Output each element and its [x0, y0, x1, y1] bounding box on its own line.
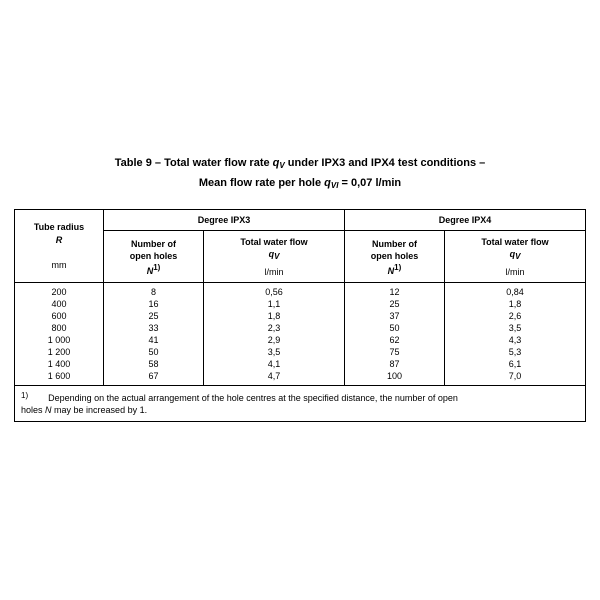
cell-ipx3-holes: 16: [104, 298, 204, 310]
table-footnote: [15, 386, 586, 422]
header-ipx3-holes-symbol-n: N: [146, 265, 154, 276]
table-footnote-row: [15, 386, 586, 422]
cell-radius: 1 200: [15, 346, 104, 358]
cell-ipx4-holes: 87: [344, 358, 444, 370]
caption2-symbol-qvi-subscript: VI: [330, 181, 339, 190]
cell-radius: 200: [15, 283, 104, 299]
table-row: [15, 310, 586, 322]
table-row: [15, 334, 586, 346]
header-ipx4-flow-symbol-q: q: [509, 249, 516, 259]
cell-radius: 1 600: [15, 370, 104, 386]
header-tube-radius-label: Tube radius: [33, 221, 85, 232]
header-ipx3-holes-footnote-ref: 1): [153, 262, 161, 272]
header-group-ipx3: Degree IPX3: [104, 210, 345, 231]
table-row: [15, 322, 586, 334]
header-ipx4-flow-symbol-sub: V: [515, 252, 521, 261]
header-ipx4-holes-symbol-n: N: [387, 265, 395, 276]
caption2-symbol-qvi: q: [324, 177, 331, 189]
cell-ipx3-holes: 67: [104, 370, 204, 386]
water-flow-rate-table: [14, 209, 586, 422]
cell-ipx4-holes: 62: [344, 334, 444, 346]
table-row: [15, 358, 586, 370]
footnote-text-pre: Depending on the actual arrangement of the hole centres at the specified distance, the number of open: [48, 393, 458, 403]
footnote-text-mid2: may be increased by 1.: [51, 405, 148, 415]
cell-ipx4-holes: 50: [344, 322, 444, 334]
header-ipx3-flow-symbol-sub: V: [274, 252, 280, 261]
cell-radius: 1 400: [15, 358, 104, 370]
table-caption-line-1: [0, 155, 600, 174]
cell-ipx4-flow: 7,0: [445, 370, 586, 386]
cell-ipx3-holes: 25: [104, 310, 204, 322]
table-caption-line-2: [0, 175, 600, 194]
header-ipx4-holes-symbol: [345, 262, 444, 277]
header-ipx3-flow-line1: Total water flow: [240, 237, 308, 247]
cell-ipx3-flow: 4,7: [204, 370, 345, 386]
cell-ipx3-flow: 1,8: [204, 310, 345, 322]
cell-radius: 400: [15, 298, 104, 310]
header-ipx3-open-holes: [104, 231, 204, 283]
header-ipx3-flow-unit: l/min: [264, 267, 284, 277]
table-header-row-groups: [15, 210, 586, 231]
header-ipx3-holes-line2: open holes: [129, 250, 178, 261]
cell-ipx3-holes: 33: [104, 322, 204, 334]
cell-ipx3-flow: 2,9: [204, 334, 345, 346]
cell-radius: 600: [15, 310, 104, 322]
cell-ipx3-flow: 0,56: [204, 283, 345, 299]
header-ipx4-flow-unit: l/min: [505, 267, 525, 277]
cell-ipx3-holes: 41: [104, 334, 204, 346]
header-ipx3-flow-symbol: [204, 248, 344, 263]
header-ipx3-holes-line1: Number of: [131, 238, 177, 249]
caption2-text-post: = 0,07 l/min: [338, 177, 402, 189]
header-ipx4-holes-line1: Number of: [371, 238, 417, 249]
header-ipx4-holes-footnote-ref: 1): [394, 262, 402, 272]
cell-radius: 1 000: [15, 334, 104, 346]
cell-ipx4-flow: 6,1: [445, 358, 586, 370]
header-ipx4-flow-line1: Total water flow: [481, 237, 549, 247]
table-row: [15, 283, 586, 299]
cell-ipx3-flow: 2,3: [204, 322, 345, 334]
caption-text-post: under IPX3 and IPX4 test conditions –: [284, 157, 486, 169]
cell-ipx3-flow: 4,1: [204, 358, 345, 370]
cell-ipx4-holes: 75: [344, 346, 444, 358]
footnote-text-mid1: holes: [21, 405, 46, 415]
footnote-marker: 1): [21, 391, 29, 400]
table-row: [15, 298, 586, 310]
cell-ipx3-holes: 58: [104, 358, 204, 370]
header-group-ipx4: Degree IPX4: [344, 210, 585, 231]
cell-ipx4-flow: 0,84: [445, 283, 586, 299]
cell-ipx4-flow: 3,5: [445, 322, 586, 334]
cell-ipx4-flow: 2,6: [445, 310, 586, 322]
cell-ipx4-holes: 37: [344, 310, 444, 322]
cell-ipx4-flow: 5,3: [445, 346, 586, 358]
cell-ipx3-flow: 1,1: [204, 298, 345, 310]
cell-ipx4-holes: 25: [344, 298, 444, 310]
caption2-text-pre: Mean flow rate per hole: [198, 177, 325, 189]
header-ipx4-holes-line2: open holes: [370, 250, 419, 261]
header-ipx3-flow-symbol-q: q: [268, 249, 275, 259]
cell-ipx3-holes: 8: [104, 283, 204, 299]
header-tube-radius: [15, 210, 104, 283]
caption-text-pre: Table 9 – Total water flow rate: [114, 157, 273, 169]
header-ipx3-holes-symbol: [104, 262, 203, 277]
caption-symbol-qv: q: [272, 157, 280, 169]
cell-radius: 800: [15, 322, 104, 334]
footnote-symbol-n: N: [45, 405, 52, 415]
header-ipx4-flow-symbol: [445, 248, 585, 263]
cell-ipx4-flow: 1,8: [445, 298, 586, 310]
header-tube-radius-unit: mm: [51, 259, 67, 270]
cell-ipx4-flow: 4,3: [445, 334, 586, 346]
caption-symbol-qv-subscript: V: [279, 161, 285, 170]
header-ipx4-open-holes: [344, 231, 444, 283]
header-ipx4-total-flow: [445, 231, 586, 283]
table-row: [15, 346, 586, 358]
cell-ipx3-holes: 50: [104, 346, 204, 358]
cell-ipx4-holes: 12: [344, 283, 444, 299]
table-caption: [0, 155, 600, 194]
header-tube-radius-symbol: R: [55, 234, 63, 245]
cell-ipx3-flow: 3,5: [204, 346, 345, 358]
table-row: [15, 370, 586, 386]
cell-ipx4-holes: 100: [344, 370, 444, 386]
header-ipx3-total-flow: [204, 231, 345, 283]
